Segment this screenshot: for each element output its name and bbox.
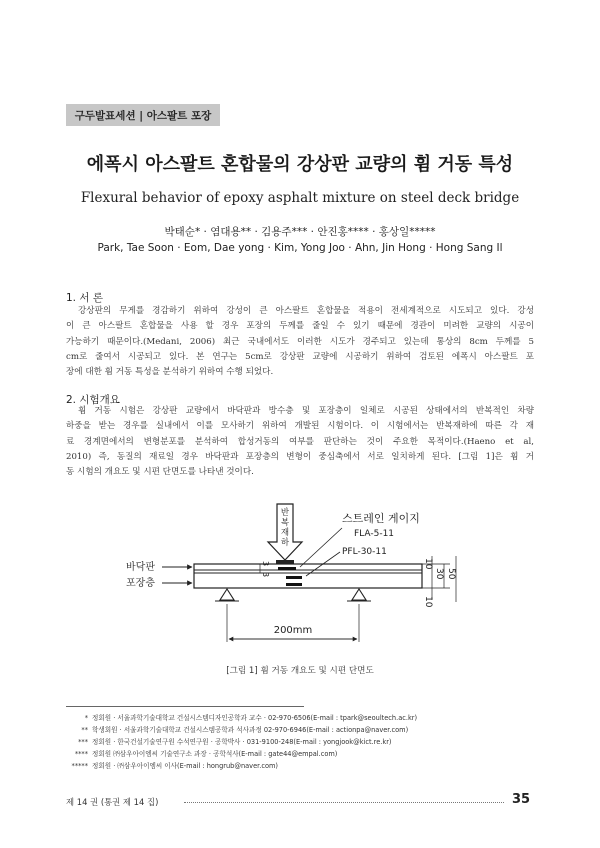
right-support [352,589,366,600]
body-line: 가능하기 때문이다.(Medani, 2006) 최근 국내에서도 이러한 시도가 경주되고 있는데 통상의 8cm 두께를 5 [66,336,534,347]
load-label-char: 재 [280,528,290,538]
footnote: *** 정회원 · 한국건설기술연구원 수석연구원 · 공학박사 · 031-9100-248(E-mail : yongjook@kict.re.kr) [78,738,392,746]
volume-info: 제 14 권 (통권 제 14 집) [66,797,159,807]
footnote: ** 학생회원 · 서울과학기술대학교 건설시스템공학과 석사과정 02-970-6946(E-mail : actionpa@naver.com) [81,726,409,734]
strain-gauge-title: 스트레인 게이지 [342,512,420,525]
body-line: 하중을 받는 경우를 실내에서 이를 모사하기 위하여 개발된 시험이다. 이 시험에서는 반복재하에 따른 각 재 [66,421,534,432]
dim-10-top: 10 [423,558,433,570]
figure-caption: [그림 1] 휨 거동 개요도 및 시편 단면도 [226,666,374,676]
section-body-introduction [66,304,534,380]
section-heading-introduction: 1. 서 론 [66,292,103,304]
load-label-char: 복 [280,518,290,528]
body-line: 휨 거동 시험은 강상판 교량에서 바닥판과 방수층 및 포장층이 일체로 시공된 상태에서의 반복적인 차량 [78,406,534,416]
deck-plate-label: 바닥판 [126,562,155,573]
page-number: 35 [512,792,531,807]
body-line: 동 시험의 개요도 및 시편 단면도를 나타낸 것이다. [66,467,254,478]
footnote: ***** 정회원 · ㈜삼우아이엠씨 이사(E-mail : hongrub@naver.com) [71,762,278,770]
footnote: * 정회원 · 서울과학기술대학교 건설시스템디자인공학과 교수 · 02-970-6506(E-mail : tpark@seoultech.ac.kr) [84,714,418,722]
pavement-layer-label: 포장층 [126,578,155,589]
dim-50: 50 [446,568,456,580]
dim-10-bottom: 10 [423,596,433,608]
body-line: 2010) 즉, 동질의 재료일 경우 바닥판과 포장층의 변형이 중심축에서 서로 일치하게 된다. [그림 1]은 휨 거 [66,451,534,462]
section-badge: 구두발표세션 | 아스팔트 포장 [66,104,220,126]
body-line: cm로 줄여서 시공되고 있다. 본 연구는 5cm로 강상판 교량에 시공하기 위하여 검토된 에폭시 아스팔트 포 [66,351,534,362]
section-body-test-overview [66,404,534,480]
authors-korean: 박태순* · 염대용** · 김용주*** · 안진홍**** · 홍상일***** [164,226,436,238]
paper-title-korean: 에폭시 아스팔트 혼합물의 강상판 교량의 휨 거동 특성 [86,154,514,175]
gauge-type-fla: FLA-5-11 [354,529,395,539]
dim-3-top: 3 [261,561,270,567]
footnote: **** 정회원 ㈜삼우아이엠씨 기술연구소 과장 · 공학석사(E-mail : gate44@empal.com) [74,750,338,758]
left-support [220,589,234,600]
body-line: 료 경계면에서의 변형분포를 분석하여 합성거동의 여부를 판단하는 것이 주요한 목적이다.(Haeno et al, [66,436,534,447]
strain-gauge [278,567,296,570]
footnote-rule [66,706,304,707]
section-heading-test-overview: 2. 시험개요 [66,394,120,406]
footer-dotted-leader [184,802,504,803]
body-line: 강상판의 무게를 경감하기 위하여 강성이 큰 아스팔트 혼합물을 적용이 전세계적으로 시도되고 있다. 강성 [78,306,534,316]
body-line: 장에 대한 휨 거동 특성을 분석하기 위하여 수행 되었다. [66,367,274,378]
authors-english: Park, Tae Soon · Eom, Dae yong · Kim, Yong Joo · Ahn, Jin Hong · Hong Sang Il [97,242,503,254]
dim-30: 30 [434,568,444,580]
load-label-char: 하 [280,538,290,548]
paper-title-english: Flexural behavior of epoxy asphalt mixture on steel deck bridge [80,190,520,206]
strain-gauge [286,583,302,586]
specimen-beam [194,564,422,588]
flexural-test-diagram [110,494,490,654]
strain-gauge [286,576,302,579]
leader-line [300,528,342,567]
body-line: 이 큰 아스팔트 혼합물을 사용 할 경우 포장의 두께를 줄일 수 있기 때문에 경관이 미려한 교량의 시공이 [66,321,534,332]
span-length-label: 200mm [273,625,313,636]
dim-3-bottom: 3 [261,572,270,578]
gauge-type-pfl: PFL-30-11 [342,547,387,557]
load-label-char: 반 [280,508,290,518]
